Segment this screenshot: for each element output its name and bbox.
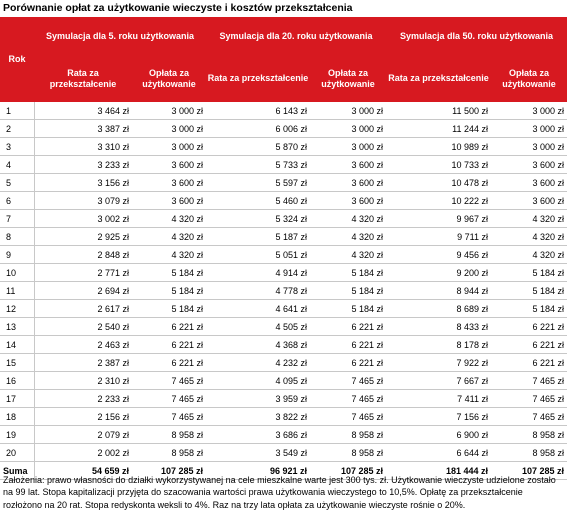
cell-rok: 15 — [0, 354, 34, 372]
cell-rok: 11 — [0, 282, 34, 300]
cell-oplata-5: 5 184 zł — [132, 300, 206, 318]
cell-rata-20: 4 095 zł — [206, 372, 310, 390]
cell-oplata-5: 3 000 zł — [132, 138, 206, 156]
cell-oplata-50: 4 320 zł — [491, 210, 567, 228]
cell-rata-50: 10 989 zł — [386, 138, 491, 156]
cell-rata-20: 5 051 zł — [206, 246, 310, 264]
cell-rata-5: 3 464 zł — [34, 102, 132, 120]
cell-oplata-5: 3 600 zł — [132, 156, 206, 174]
cell-rok: 9 — [0, 246, 34, 264]
table-row — [0, 300, 567, 318]
cell-oplata-50: 6 221 zł — [491, 336, 567, 354]
cell-rata-50: 9 456 zł — [386, 246, 491, 264]
table-row — [0, 174, 567, 192]
cell-rok: 3 — [0, 138, 34, 156]
table-body — [0, 102, 567, 480]
cell-rata-5: 3 233 zł — [34, 156, 132, 174]
table-header — [0, 17, 567, 102]
cell-rata-20: 4 641 zł — [206, 300, 310, 318]
table-row — [0, 138, 567, 156]
cell-rata-5: 2 387 zł — [34, 354, 132, 372]
cell-rata-20: 6 143 zł — [206, 102, 310, 120]
cell-oplata-50: 107 285 zł — [491, 462, 567, 480]
header-group-20: Symulacja dla 20. roku użytkowania — [206, 17, 386, 55]
cell-oplata-5: 7 465 zł — [132, 390, 206, 408]
header-group-5: Symulacja dla 5. roku użytkowania — [34, 17, 206, 55]
cell-rata-50: 10 478 zł — [386, 174, 491, 192]
cell-rata-5: 2 694 zł — [34, 282, 132, 300]
cell-oplata-50: 4 320 zł — [491, 228, 567, 246]
cell-oplata-5: 6 221 zł — [132, 336, 206, 354]
cell-rata-50: 6 644 zł — [386, 444, 491, 462]
table-row — [0, 354, 567, 372]
cell-rata-20: 5 324 zł — [206, 210, 310, 228]
cell-rata-5: 2 079 zł — [34, 426, 132, 444]
cell-rata-20: 3 822 zł — [206, 408, 310, 426]
cell-oplata-20: 6 221 zł — [310, 354, 386, 372]
cell-oplata-20: 7 465 zł — [310, 390, 386, 408]
cell-oplata-20: 7 465 zł — [310, 408, 386, 426]
table-row — [0, 426, 567, 444]
cell-oplata-20: 7 465 zł — [310, 372, 386, 390]
cell-oplata-20: 4 320 zł — [310, 210, 386, 228]
cell-rok: 10 — [0, 264, 34, 282]
cell-oplata-20: 4 320 zł — [310, 228, 386, 246]
cell-rata-20: 6 006 zł — [206, 120, 310, 138]
assumptions-note: Założenia: prawo własności do działki wykorzystywanej na cele mieszkalne warte jest 300 tys. zł. Użytkowanie wieczyste udzielone zostało na 99 lat. Stopa kapitalizacji przyjęta do szacowania wartości prawa użytkowania wieczystego to 10,5%. Opłatę za przekształcenie rozłożono na 20 rat. Stopa redyskonta weksli to 4%. Raz na trzy lata opłata za użytkowanie wieczyste rośnie o 20%. — [3, 475, 556, 510]
cell-rata-50: 8 433 zł — [386, 318, 491, 336]
cell-rata-5: 54 659 zł — [34, 462, 132, 480]
cell-rata-20: 4 368 zł — [206, 336, 310, 354]
cell-oplata-20: 107 285 zł — [310, 462, 386, 480]
cell-oplata-20: 3 000 zł — [310, 120, 386, 138]
cell-oplata-5: 5 184 zł — [132, 282, 206, 300]
cell-rata-20: 4 232 zł — [206, 354, 310, 372]
header-rata-5: Rata za przekształcenie — [34, 55, 132, 102]
cell-oplata-5: 3 600 zł — [132, 174, 206, 192]
cell-oplata-20: 8 958 zł — [310, 444, 386, 462]
cell-rata-50: 10 222 zł — [386, 192, 491, 210]
cell-oplata-5: 7 465 zł — [132, 408, 206, 426]
cell-oplata-50: 5 184 zł — [491, 264, 567, 282]
cell-rata-20: 5 733 zł — [206, 156, 310, 174]
table-row — [0, 318, 567, 336]
cell-rata-50: 6 900 zł — [386, 426, 491, 444]
cell-rata-5: 2 002 zł — [34, 444, 132, 462]
header-group-50: Symulacja dla 50. roku użytkowania — [386, 17, 567, 55]
table-row — [0, 444, 567, 462]
cell-rok: 19 — [0, 426, 34, 444]
cell-rata-5: 2 540 zł — [34, 318, 132, 336]
cell-rok: 13 — [0, 318, 34, 336]
cell-oplata-20: 3 000 zł — [310, 138, 386, 156]
table-row — [0, 246, 567, 264]
cell-oplata-20: 4 320 zł — [310, 246, 386, 264]
cell-rata-5: 2 310 zł — [34, 372, 132, 390]
cell-rata-50: 7 667 zł — [386, 372, 491, 390]
cell-rata-50: 9 967 zł — [386, 210, 491, 228]
cell-rata-50: 7 411 zł — [386, 390, 491, 408]
cell-oplata-50: 8 958 zł — [491, 444, 567, 462]
cell-rata-20: 5 187 zł — [206, 228, 310, 246]
cell-rata-5: 2 617 zł — [34, 300, 132, 318]
header-oplata-5: Opłata za użytkowanie — [132, 55, 206, 102]
table-row — [0, 156, 567, 174]
table-row — [0, 210, 567, 228]
cell-rok: 18 — [0, 408, 34, 426]
cell-rok: 17 — [0, 390, 34, 408]
cell-rata-20: 3 686 zł — [206, 426, 310, 444]
cell-oplata-50: 7 465 zł — [491, 372, 567, 390]
cell-rata-5: 2 925 zł — [34, 228, 132, 246]
table-row — [0, 192, 567, 210]
cell-oplata-5: 5 184 zł — [132, 264, 206, 282]
cell-oplata-50: 3 000 zł — [491, 138, 567, 156]
table-row — [0, 372, 567, 390]
cell-oplata-5: 3 000 zł — [132, 102, 206, 120]
cell-rok: 12 — [0, 300, 34, 318]
cell-oplata-50: 4 320 zł — [491, 246, 567, 264]
cell-oplata-20: 3 600 zł — [310, 192, 386, 210]
cell-rok: 6 — [0, 192, 34, 210]
cell-rata-50: 9 200 zł — [386, 264, 491, 282]
cell-oplata-50: 3 000 zł — [491, 120, 567, 138]
cell-rata-50: 8 689 zł — [386, 300, 491, 318]
cell-oplata-5: 4 320 zł — [132, 246, 206, 264]
cell-oplata-5: 8 958 zł — [132, 426, 206, 444]
cell-rok: 14 — [0, 336, 34, 354]
cell-oplata-50: 8 958 zł — [491, 426, 567, 444]
cell-oplata-50: 7 465 zł — [491, 390, 567, 408]
cell-rata-5: 3 079 zł — [34, 192, 132, 210]
cell-oplata-5: 6 221 zł — [132, 354, 206, 372]
cell-oplata-50: 5 184 zł — [491, 282, 567, 300]
cell-oplata-5: 7 465 zł — [132, 372, 206, 390]
cell-oplata-20: 8 958 zł — [310, 426, 386, 444]
cell-oplata-20: 5 184 zł — [310, 282, 386, 300]
cell-rata-5: 3 387 zł — [34, 120, 132, 138]
cell-oplata-5: 4 320 zł — [132, 210, 206, 228]
cell-oplata-50: 6 221 zł — [491, 354, 567, 372]
cell-rata-50: 7 156 zł — [386, 408, 491, 426]
table-row — [0, 120, 567, 138]
cell-rata-20: 4 914 zł — [206, 264, 310, 282]
cell-oplata-50: 7 465 zł — [491, 408, 567, 426]
cell-oplata-5: 8 958 zł — [132, 444, 206, 462]
cell-rata-5: 3 156 zł — [34, 174, 132, 192]
cell-oplata-20: 6 221 zł — [310, 336, 386, 354]
cell-rok: Suma — [0, 462, 34, 480]
cell-rok: 1 — [0, 102, 34, 120]
cell-oplata-50: 6 221 zł — [491, 318, 567, 336]
cell-rata-50: 8 178 zł — [386, 336, 491, 354]
cell-oplata-5: 6 221 zł — [132, 318, 206, 336]
cell-oplata-5: 3 000 zł — [132, 120, 206, 138]
cell-rata-20: 5 460 zł — [206, 192, 310, 210]
cell-rata-50: 11 244 zł — [386, 120, 491, 138]
header-oplata-20: Opłata za użytkowanie — [310, 55, 386, 102]
table-row — [0, 390, 567, 408]
cell-oplata-5: 107 285 zł — [132, 462, 206, 480]
table-row — [0, 102, 567, 120]
cell-rata-20: 5 870 zł — [206, 138, 310, 156]
cell-rata-5: 2 771 zł — [34, 264, 132, 282]
cell-oplata-20: 3 600 zł — [310, 174, 386, 192]
cell-rata-50: 8 944 zł — [386, 282, 491, 300]
table-row — [0, 336, 567, 354]
header-oplata-50: Opłata za użytkowanie — [491, 55, 567, 102]
cell-oplata-50: 3 600 zł — [491, 174, 567, 192]
cell-oplata-50: 5 184 zł — [491, 300, 567, 318]
cell-oplata-5: 4 320 zł — [132, 228, 206, 246]
cell-rata-5: 3 002 zł — [34, 210, 132, 228]
cell-oplata-20: 5 184 zł — [310, 300, 386, 318]
comparison-table — [0, 17, 567, 480]
cell-oplata-20: 3 600 zł — [310, 156, 386, 174]
cell-rok: 2 — [0, 120, 34, 138]
cell-rok: 8 — [0, 228, 34, 246]
header-rata-50: Rata za przekształcenie — [386, 55, 491, 102]
cell-rok: 4 — [0, 156, 34, 174]
cell-rata-20: 96 921 zł — [206, 462, 310, 480]
table-title: Porównanie opłat za użytkowanie wieczyste i kosztów przekształcenia — [3, 2, 353, 14]
cell-rok: 5 — [0, 174, 34, 192]
cell-rata-5: 2 848 zł — [34, 246, 132, 264]
cell-rata-20: 4 505 zł — [206, 318, 310, 336]
cell-oplata-50: 3 000 zł — [491, 102, 567, 120]
cell-oplata-50: 3 600 zł — [491, 156, 567, 174]
cell-rata-20: 3 959 zł — [206, 390, 310, 408]
cell-oplata-5: 3 600 zł — [132, 192, 206, 210]
cell-rok: 20 — [0, 444, 34, 462]
table-row — [0, 264, 567, 282]
table-row — [0, 408, 567, 426]
cell-rata-20: 5 597 zł — [206, 174, 310, 192]
table-row — [0, 282, 567, 300]
cell-rata-5: 2 463 zł — [34, 336, 132, 354]
cell-rata-20: 4 778 zł — [206, 282, 310, 300]
cell-rata-50: 10 733 zł — [386, 156, 491, 174]
table-row — [0, 228, 567, 246]
cell-rata-5: 2 233 zł — [34, 390, 132, 408]
cell-rata-50: 9 711 zł — [386, 228, 491, 246]
cell-rok: 16 — [0, 372, 34, 390]
cell-rata-20: 3 549 zł — [206, 444, 310, 462]
cell-rata-50: 7 922 zł — [386, 354, 491, 372]
cell-oplata-20: 6 221 zł — [310, 318, 386, 336]
cell-rata-5: 3 310 zł — [34, 138, 132, 156]
header-rata-20: Rata za przekształcenie — [206, 55, 310, 102]
cell-rata-50: 181 444 zł — [386, 462, 491, 480]
cell-oplata-20: 3 000 zł — [310, 102, 386, 120]
cell-rok: 7 — [0, 210, 34, 228]
header-rok: Rok — [0, 17, 34, 102]
cell-oplata-50: 3 600 zł — [491, 192, 567, 210]
cell-oplata-20: 5 184 zł — [310, 264, 386, 282]
cell-rata-5: 2 156 zł — [34, 408, 132, 426]
cell-rata-50: 11 500 zł — [386, 102, 491, 120]
